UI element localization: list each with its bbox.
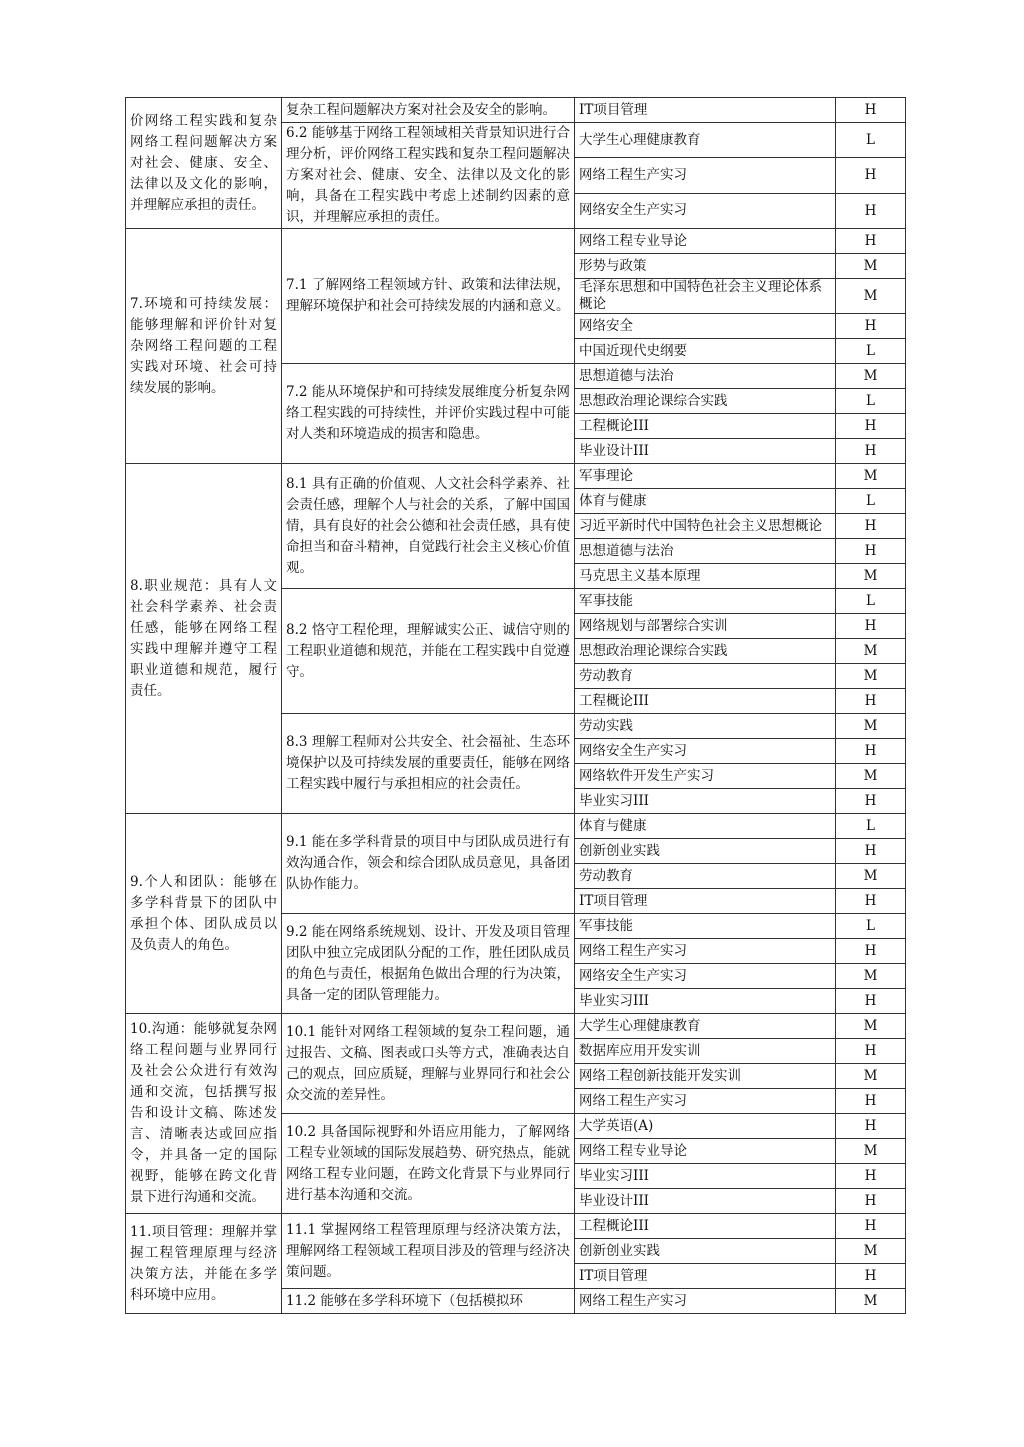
table-row (126, 229, 906, 254)
support-level-cell: H (836, 889, 906, 914)
graduation-requirement-cell: 9.个人和团队：能够在多学科背景下的团队中承担个体、团队成员以及负责人的角色。 (126, 814, 282, 1014)
course-name-cell: 形势与政策 (575, 254, 836, 279)
table-row (126, 1214, 906, 1239)
support-level-cell: H (836, 839, 906, 864)
support-level-cell: H (836, 439, 906, 464)
support-level-cell: H (836, 1089, 906, 1114)
course-name-cell: 思想政治理论课综合实践 (575, 639, 836, 664)
table-row (126, 98, 906, 123)
course-name-cell: 网络工程生产实习 (575, 1289, 836, 1314)
support-level-cell: H (836, 789, 906, 814)
support-level-cell: H (836, 514, 906, 539)
support-level-cell: L (836, 589, 906, 614)
course-name-cell: 网络工程生产实习 (575, 1089, 836, 1114)
support-level-cell: H (836, 1164, 906, 1189)
course-name-cell: 网络工程生产实习 (575, 158, 836, 193)
course-name-cell: 网络工程生产实习 (575, 939, 836, 964)
support-level-cell: M (836, 864, 906, 889)
support-level-cell: L (836, 914, 906, 939)
course-name-cell: 网络工程创新技能开发实训 (575, 1064, 836, 1089)
course-name-cell: 网络安全生产实习 (575, 964, 836, 989)
course-name-cell: 中国近现代史纲要 (575, 339, 836, 364)
table-row (126, 814, 906, 839)
course-name-cell: 毕业实习III (575, 989, 836, 1014)
graduation-requirement-cell: 11.项目管理：理解并掌握工程管理原理与经济决策方法，并能在多学科环境中应用。 (126, 1214, 282, 1314)
course-name-cell: 网络工程专业导论 (575, 229, 836, 254)
support-level-cell: H (836, 739, 906, 764)
support-level-cell: M (836, 464, 906, 489)
indicator-point-cell: 11.1 掌握网络工程管理原理与经济决策方法，理解网络工程领域工程项目涉及的管理与经济决策问题。 (282, 1214, 575, 1289)
indicator-course-matrix (125, 97, 906, 1314)
support-level-cell: M (836, 639, 906, 664)
course-name-cell: 数据库应用开发实训 (575, 1039, 836, 1064)
indicator-point-cell: 9.2 能在网络系统规划、设计、开发及项目管理团队中独立完成团队分配的工作，胜任团队成员的角色与责任，根据角色做出合理的行为决策，具备一定的团队管理能力。 (282, 914, 575, 1014)
course-name-cell: 体育与健康 (575, 489, 836, 514)
course-name-cell: 网络工程专业导论 (575, 1139, 836, 1164)
support-level-cell: M (836, 364, 906, 389)
graduation-requirement-cell: 10.沟通：能够就复杂网络工程问题与业界同行及社会公众进行有效沟通和交流，包括撰写报告和设计文稿、陈述发言、清晰表达或回应指令，并具备一定的国际视野，能够在跨文化背景下进行沟通和交流。 (126, 1014, 282, 1214)
course-name-cell: 毛泽东思想和中国特色社会主义理论体系概论 (575, 279, 836, 314)
support-level-cell: H (836, 614, 906, 639)
course-name-cell: 网络安全 (575, 314, 836, 339)
support-level-cell: M (836, 1239, 906, 1264)
course-name-cell: 工程概论III (575, 414, 836, 439)
course-name-cell: IT项目管理 (575, 1264, 836, 1289)
support-level-cell: L (836, 489, 906, 514)
support-level-cell: H (836, 539, 906, 564)
support-level-cell: M (836, 1064, 906, 1089)
course-name-cell: 习近平新时代中国特色社会主义思想概论 (575, 514, 836, 539)
support-level-cell: M (836, 714, 906, 739)
indicator-point-cell: 8.3 理解工程师对公共安全、社会福祉、生态环境保护以及可持续发展的重要责任，能够在网络工程实践中履行与承担相应的社会责任。 (282, 714, 575, 814)
support-level-cell: H (836, 314, 906, 339)
course-name-cell: 网络安全生产实习 (575, 193, 836, 228)
course-name-cell: 体育与健康 (575, 814, 836, 839)
support-level-cell: M (836, 764, 906, 789)
support-level-cell: L (836, 123, 906, 158)
graduation-requirement-cell: 7.环境和可持续发展：能够理解和评价针对复杂网络工程问题的工程实践对环境、社会可持续发展的影响。 (126, 229, 282, 464)
support-level-cell: M (836, 279, 906, 314)
table-row (126, 464, 906, 489)
support-level-cell: H (836, 193, 906, 228)
course-name-cell: IT项目管理 (575, 889, 836, 914)
course-name-cell: 大学生心理健康教育 (575, 1014, 836, 1039)
support-level-cell: H (836, 1214, 906, 1239)
course-name-cell: 工程概论III (575, 689, 836, 714)
course-name-cell: 毕业实习III (575, 789, 836, 814)
course-name-cell: 劳动实践 (575, 714, 836, 739)
indicator-point-cell: 10.1 能针对网络工程领域的复杂工程问题，通过报告、文稿、图表或口头等方式，准确表达自己的观点，回应质疑，理解与业界同行和社会公众交流的差异性。 (282, 1014, 575, 1114)
support-level-cell: H (836, 1114, 906, 1139)
course-name-cell: 劳动教育 (575, 864, 836, 889)
support-level-cell: H (836, 1039, 906, 1064)
course-name-cell: 大学生心理健康教育 (575, 123, 836, 158)
support-level-cell: H (836, 689, 906, 714)
indicator-point-cell: 11.2 能够在多学科环境下（包括模拟环 (282, 1289, 575, 1314)
graduation-requirement-cell: 8.职业规范：具有人文社会科学素养、社会责任感，能够在网络工程实践中理解并遵守工程职业道德和规范，履行责任。 (126, 464, 282, 814)
course-name-cell: 劳动教育 (575, 664, 836, 689)
course-name-cell: 网络规划与部署综合实训 (575, 614, 836, 639)
table-row (126, 1014, 906, 1039)
course-name-cell: 创新创业实践 (575, 839, 836, 864)
course-name-cell: 毕业实习III (575, 1164, 836, 1189)
course-name-cell: 毕业设计III (575, 439, 836, 464)
indicator-point-cell: 8.1 具有正确的价值观、人文社会科学素养、社会责任感，理解个人与社会的关系，了解中国国情，具有良好的社会公德和社会责任感，具有使命担当和奋斗精神，自觉践行社会主义核心价值观。 (282, 464, 575, 589)
support-level-cell: H (836, 1189, 906, 1214)
course-name-cell: 军事理论 (575, 464, 836, 489)
support-level-cell: L (836, 339, 906, 364)
course-name-cell: 大学英语(A) (575, 1114, 836, 1139)
course-name-cell: 工程概论III (575, 1214, 836, 1239)
course-name-cell: 思想道德与法治 (575, 539, 836, 564)
course-name-cell: 军事技能 (575, 589, 836, 614)
support-level-cell: L (836, 389, 906, 414)
support-level-cell: H (836, 939, 906, 964)
support-level-cell: H (836, 1264, 906, 1289)
indicator-point-cell: 7.2 能从环境保护和可持续发展维度分析复杂网络工程实践的可持续性，并评价实践过程中可能对人类和环境造成的损害和隐患。 (282, 364, 575, 464)
indicator-point-cell: 10.2 具备国际视野和外语应用能力，了解网络工程专业领域的国际发展趋势、研究热点，能就网络工程专业问题，在跨文化背景下与业界同行进行基本沟通和交流。 (282, 1114, 575, 1214)
course-name-cell: 创新创业实践 (575, 1239, 836, 1264)
matrix-body (126, 98, 906, 1314)
indicator-point-cell: 9.1 能在多学科背景的项目中与团队成员进行有效沟通合作，领会和综合团队成员意见，具备团队协作能力。 (282, 814, 575, 914)
indicator-point-cell: 6.2 能够基于网络工程领域相关背景知识进行合理分析，评价网络工程实践和复杂工程问题解决方案对社会、健康、安全、法律以及文化的影响，具备在工程实践中考虑上述制约因素的意识，并理解应承担的责任。 (282, 123, 575, 229)
course-name-cell: 网络软件开发生产实习 (575, 764, 836, 789)
course-name-cell: 马克思主义基本原理 (575, 564, 836, 589)
indicator-point-cell: 复杂工程问题解决方案对社会及安全的影响。 (282, 98, 575, 123)
support-level-cell: M (836, 964, 906, 989)
support-level-cell: M (836, 564, 906, 589)
graduation-requirement-cell: 价网络工程实践和复杂网络工程问题解决方案对社会、健康、安全、法律以及文化的影响，并理解应承担的责任。 (126, 98, 282, 229)
support-level-cell: H (836, 414, 906, 439)
support-level-cell: H (836, 989, 906, 1014)
support-level-cell: H (836, 98, 906, 123)
support-level-cell: M (836, 1014, 906, 1039)
support-level-cell: M (836, 254, 906, 279)
course-name-cell: 军事技能 (575, 914, 836, 939)
course-name-cell: 毕业设计III (575, 1189, 836, 1214)
indicator-point-cell: 7.1 了解网络工程领域方针、政策和法律法规，理解环境保护和社会可持续发展的内涵和意义。 (282, 229, 575, 364)
support-level-cell: M (836, 664, 906, 689)
support-level-cell: M (836, 1289, 906, 1314)
support-level-cell: M (836, 1139, 906, 1164)
indicator-point-cell: 8.2 恪守工程伦理，理解诚实公正、诚信守则的工程职业道德和规范，并能在工程实践中自觉遵守。 (282, 589, 575, 714)
course-name-cell: 网络安全生产实习 (575, 739, 836, 764)
support-level-cell: L (836, 814, 906, 839)
course-name-cell: 思想政治理论课综合实践 (575, 389, 836, 414)
course-name-cell: IT项目管理 (575, 98, 836, 123)
course-name-cell: 思想道德与法治 (575, 364, 836, 389)
support-level-cell: H (836, 158, 906, 193)
support-level-cell: H (836, 229, 906, 254)
